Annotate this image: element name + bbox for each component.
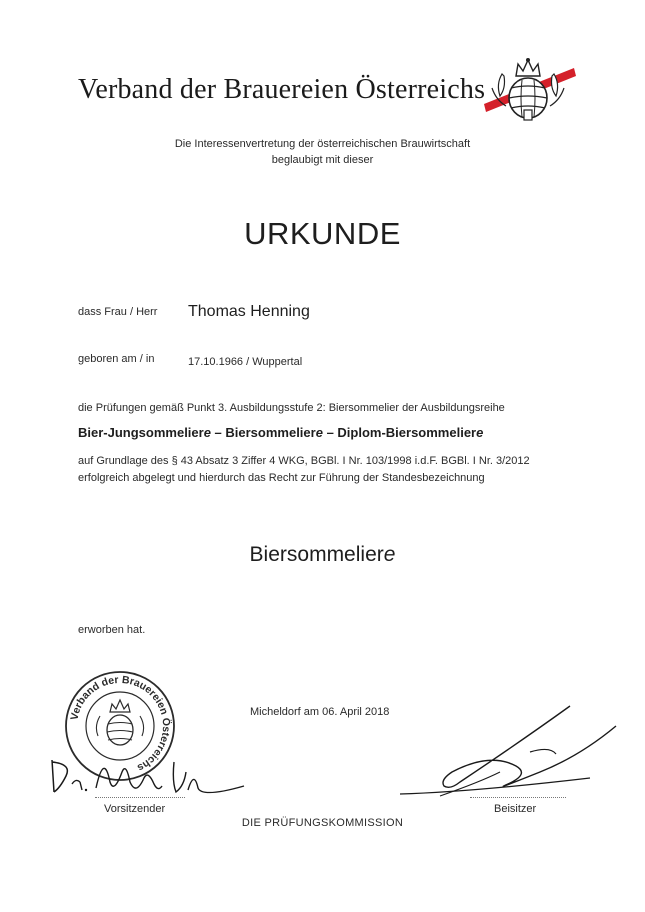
organization-title: Verband der Brauereien Österreichs [78, 74, 486, 105]
designation-main: Biersommelier [249, 543, 384, 566]
program-part-2-suffix: e [315, 425, 323, 440]
recipient-name: Thomas Henning [188, 303, 310, 320]
professional-designation [0, 543, 645, 567]
subtitle-line-2: beglaubigt mit dieser [271, 154, 374, 166]
assessor-signature-line [470, 797, 566, 798]
association-stamp [64, 670, 176, 782]
program-part-1-suffix: e [203, 425, 211, 440]
place-and-date: Micheldorf am 06. April 2018 [250, 706, 390, 718]
program-part-2: – Biersommelier [210, 425, 316, 440]
birth-label: geboren am / in [78, 353, 155, 365]
designation-suffix: e [383, 543, 396, 566]
assessor-label: Beisitzer [494, 803, 537, 815]
chairman-label: Vorsitzender [104, 803, 166, 815]
subtitle-line-1: Die Interessenvertretung der österreichischen Brauwirtschaft [174, 138, 471, 150]
assessor-signature [380, 702, 620, 802]
chairman-signature-line [95, 797, 185, 798]
program-part-3-suffix: e [476, 425, 484, 440]
legal-basis-line-1: auf Grundlage des § 43 Absatz 3 Ziffer 4 WKG, BGBl. I Nr. 103/1998 i.d.F. BGBl. I Nr. 3/2012 [78, 455, 530, 467]
name-label: dass Frau / Herr [78, 306, 158, 318]
program-part-1: Bier-Jungsommelier [78, 425, 204, 440]
exam-text: die Prüfungen gemäß Punkt 3. Ausbildungsstufe 2: Biersommelier der Ausbildungsreihe [78, 402, 505, 414]
brewers-crest-icon [478, 54, 578, 124]
examination-committee: DIE PRÜFUNGSKOMMISSION [241, 817, 404, 829]
stamp-text: Verband der Brauereien Österreichs [68, 673, 173, 774]
legal-basis-line-2: erfolgreich abgelegt und hierdurch das Recht zur Führung der Standesbezeichnung [78, 472, 485, 484]
birth-value: 17.10.1966 / Wuppertal [188, 356, 303, 368]
program-part-3: – Diplom-Biersommelier [322, 425, 477, 440]
program-title [78, 425, 483, 440]
acquired-text: erworben hat. [78, 624, 146, 636]
document-title: URKUNDE [244, 216, 401, 251]
